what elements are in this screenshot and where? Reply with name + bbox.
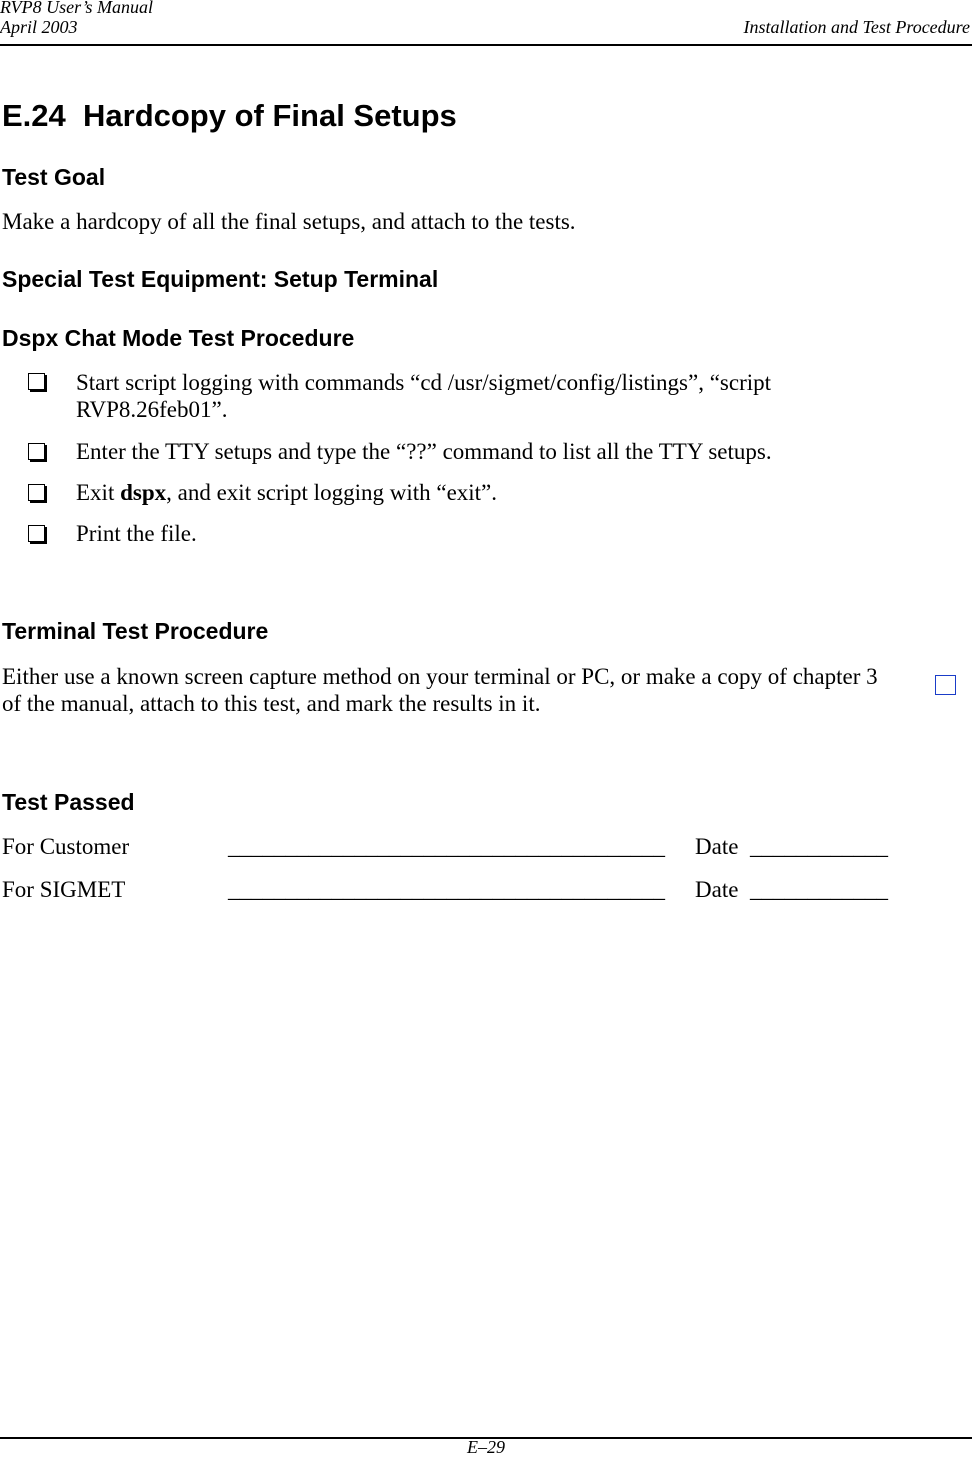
test-passed-heading: Test Passed <box>2 789 135 815</box>
test-goal-heading: Test Goal <box>2 164 106 190</box>
terminal-procedure-heading: Terminal Test Procedure <box>2 618 269 644</box>
customer-signature-line[interactable]: ______________________________________ <box>228 834 665 859</box>
equipment-heading: Special Test Equipment: Setup Terminal <box>2 266 439 292</box>
step-1-text <box>76 369 876 423</box>
step-1-checkbox[interactable] <box>28 373 45 390</box>
step-4-text: Print the file. <box>76 521 197 546</box>
step-2-checkbox[interactable] <box>28 443 45 460</box>
chapter-title: Installation and Test Procedure <box>743 17 970 37</box>
sigmet-signature-line[interactable]: ______________________________________ <box>228 877 665 902</box>
customer-date-line[interactable]: ____________ <box>750 834 888 859</box>
page-header <box>0 0 972 46</box>
sigmet-label: For SIGMET <box>2 877 126 902</box>
manual-title: RVP8 User’s Manual <box>0 0 153 17</box>
test-goal-text: Make a hardcopy of all the final setups, and attach to the tests. <box>2 209 576 234</box>
dspx-procedure-heading: Dspx Chat Mode Test Procedure <box>2 325 355 351</box>
customer-date-label: Date <box>695 834 739 859</box>
page-number: E–29 <box>467 1437 505 1457</box>
step-4-checkbox[interactable] <box>28 525 45 542</box>
step-1-line-1: Start script logging with commands “cd /usr/sigmet/config/listings”, “script <box>76 370 772 395</box>
sigmet-date-label: Date <box>695 877 739 902</box>
customer-label: For Customer <box>2 834 130 859</box>
step-3-checkbox[interactable] <box>28 484 45 501</box>
step-2-text: Enter the TTY setups and type the “??” command to list all the TTY setups. <box>76 439 772 464</box>
step-3-suffix: , and exit script logging with “exit”. <box>166 480 498 505</box>
step-3-command: dspx <box>120 480 167 505</box>
terminal-procedure-line-1: Either use a known screen capture method on your terminal or PC, or make a copy of chapter 3 <box>2 664 878 689</box>
change-marker-box <box>935 675 956 695</box>
step-1-line-2: RVP8.26feb01”. <box>76 397 228 422</box>
terminal-procedure-text <box>2 663 962 717</box>
section-title: E.24 Hardcopy of Final Setups <box>2 98 457 133</box>
manual-date: April 2003 <box>0 17 78 37</box>
sigmet-date-line[interactable]: ____________ <box>750 877 888 902</box>
step-3-prefix: Exit <box>76 480 121 505</box>
step-3-text <box>76 479 876 506</box>
header-left <box>0 0 153 37</box>
terminal-procedure-line-2: of the manual, attach to this test, and mark the results in it. <box>2 691 541 716</box>
